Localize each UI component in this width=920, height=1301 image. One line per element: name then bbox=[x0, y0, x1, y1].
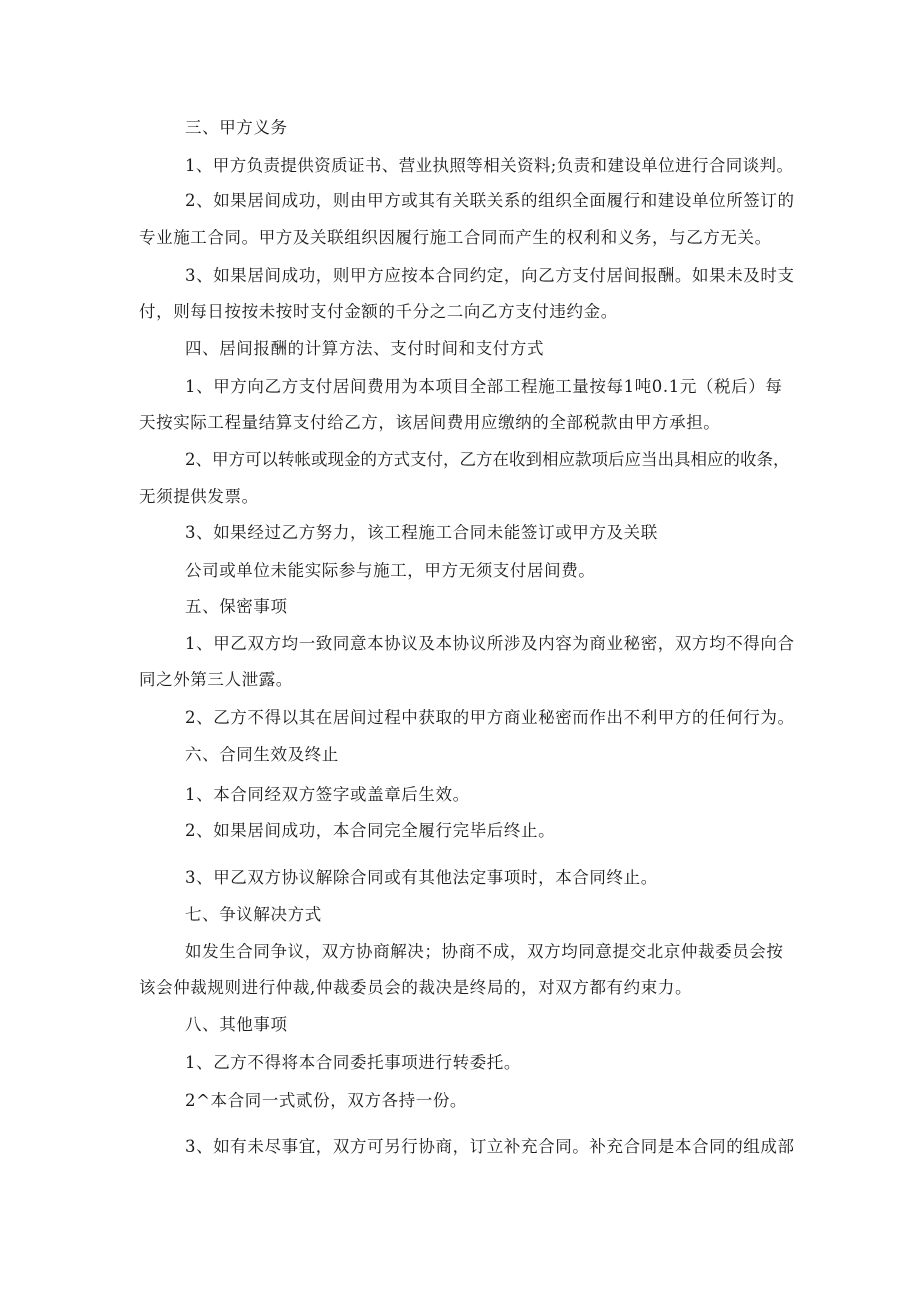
paragraph-line: 1、本合同经双方签字或盖章后生效。 bbox=[185, 785, 470, 804]
paragraph-line: 如发生合同争议，双方协商解决；协商不成，双方均同意提交北京仲裁委员会按 bbox=[185, 942, 784, 961]
paragraph-line: 无须提供发票。 bbox=[139, 487, 259, 506]
paragraph-line: 2、乙方不得以其在居间过程中获取的甲方商业秘密而作出不利甲方的任何行为。 bbox=[185, 708, 795, 727]
paragraph-line: 3、如有未尽事宜，双方可另行协商，订立补充合同。补充合同是本合同的组成部 bbox=[185, 1137, 795, 1156]
paragraph-line: 2、如果居间成功，则由甲方或其有关联关系的组织全面履行和建设单位所签订的 bbox=[185, 191, 795, 210]
paragraph-line: 该会仲裁规则进行仲裁,仲裁委员会的裁决是终局的，对双方都有约束力。 bbox=[139, 978, 693, 997]
section-heading-7: 七、争议解决方式 bbox=[185, 905, 322, 924]
paragraph-line: 专业施工合同。甲方及关联组织因履行施工合同而产生的权利和义务，与乙方无关。 bbox=[139, 228, 772, 247]
paragraph-line: 3、如果居间成功，则甲方应按本合同约定，向乙方支付居间报酬。如果未及时支 bbox=[185, 266, 795, 285]
paragraph-line: 天按实际工程量结算支付给乙方，该居间费用应缴纳的全部税款由甲方承担。 bbox=[139, 413, 721, 432]
section-heading-4: 四、居间报酬的计算方法、支付时间和支付方式 bbox=[185, 339, 545, 358]
paragraph-line: 2、甲方可以转帐或现金的方式支付，乙方在收到相应款项后应当出具相应的收条， bbox=[185, 450, 790, 469]
section-heading-5: 五、保密事项 bbox=[185, 597, 288, 616]
paragraph-line: 3、如果经过乙方努力，该工程施工合同未能签订或甲方及关联 bbox=[185, 523, 658, 542]
paragraph-line: 3、甲乙双方协议解除合同或有其他法定事项时，本合同终止。 bbox=[185, 868, 658, 887]
paragraph-line: 同之外第三人泄露。 bbox=[139, 670, 293, 689]
paragraph-line: 付，则每日按按未按时支付金额的千分之二向乙方支付违约金。 bbox=[139, 302, 618, 321]
paragraph-line: 2、如果居间成功，本合同完全履行完毕后终止。 bbox=[185, 821, 556, 840]
section-heading-3: 三、甲方义务 bbox=[185, 118, 288, 137]
paragraph-line: 1、甲乙双方均一致同意本协议及本协议所涉及内容为商业秘密，双方均不得向合 bbox=[185, 634, 795, 653]
paragraph-line: 公司或单位未能实际参与施工，甲方无须支付居间费。 bbox=[185, 561, 596, 580]
paragraph-line: 1、甲方向乙方支付居间费用为本项目全部工程施工量按每1吨0.1元（税后）每 bbox=[185, 377, 783, 396]
paragraph-line: 2^本合同一式贰份，双方各持一份。 bbox=[185, 1091, 468, 1110]
section-heading-6: 六、合同生效及终止 bbox=[185, 745, 339, 764]
paragraph-line: 1、乙方不得将本合同委托事项进行转委托。 bbox=[185, 1053, 521, 1072]
section-heading-8: 八、其他事项 bbox=[185, 1015, 288, 1034]
paragraph-line: 1、甲方负责提供资质证书、营业执照等相关资料;负责和建设单位进行合同谈判。 bbox=[185, 156, 794, 175]
